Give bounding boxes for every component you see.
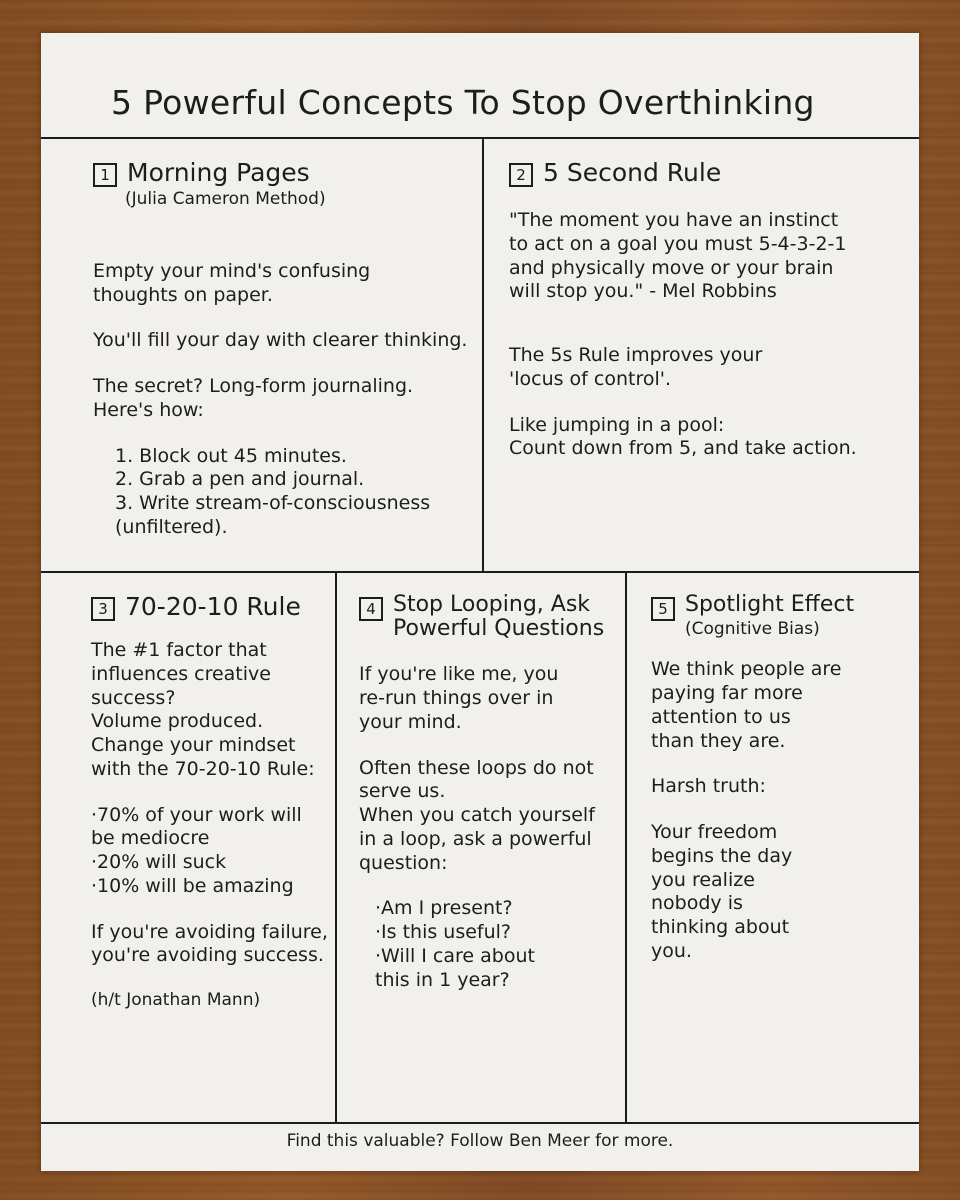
divider-footer <box>41 1122 919 1124</box>
concept-3-header <box>91 593 331 621</box>
divider-top <box>41 137 919 139</box>
step-item: 2. Grab a pen and journal. <box>115 468 365 491</box>
paper-sheet <box>41 33 919 1171</box>
page-title: 5 Powerful Concepts To Stop Overthinking <box>111 83 815 122</box>
concept-2-paragraph: Like jumping in a pool: Count down from 5, and take action. <box>509 413 857 460</box>
divider-vertical-right <box>625 571 627 1124</box>
bullet-item: ·Am I present? <box>375 897 513 920</box>
concept-1-subheading: (Julia Cameron Method) <box>125 188 326 209</box>
concept-5-heading: Spotlight Effect <box>685 592 855 617</box>
concept-2-paragraph: The 5s Rule improves your 'locus of control'. <box>509 344 763 390</box>
concept-3-paragraph: The #1 factor that influences creative success? Volume produced. Change your mindset with the 70-20-10 Rule: <box>91 639 315 780</box>
concept-5-paragraph: We think people are paying far more attention to us than they are. <box>651 658 842 752</box>
bullet-item: ·10% will be amazing <box>91 874 294 897</box>
concept-4-number: 4 <box>359 597 383 621</box>
divider-vertical-left <box>335 571 337 1124</box>
concept-5-paragraph: Harsh truth: <box>651 775 766 798</box>
concept-2-five-second-rule <box>509 159 909 461</box>
concept-4-paragraph: If you're like me, you re-run things over in your mind. <box>359 663 559 733</box>
concept-5-paragraph: Your freedom begins the day you realize nobody is thinking about you. <box>651 821 793 962</box>
concept-1-morning-pages <box>93 159 473 540</box>
concept-1-paragraph: The secret? Long-form journaling. Here's how: <box>93 375 414 421</box>
concept-1-heading: Morning Pages <box>127 158 310 187</box>
concept-3-number: 3 <box>91 597 115 621</box>
concept-4-stop-looping <box>359 593 619 992</box>
step-item: 1. Block out 45 minutes. <box>115 444 347 467</box>
step-item: 3. Write stream-of-consciousness (unfiltered). <box>115 492 431 538</box>
concept-2-heading: 5 Second Rule <box>543 158 722 187</box>
concept-3-70-20-10-rule <box>91 593 331 1011</box>
concept-3-heading: 70-20-10 Rule <box>125 592 301 621</box>
divider-vertical-top <box>482 137 484 573</box>
bullet-item: ·70% of your work will be mediocre <box>91 803 302 850</box>
concept-2-number: 2 <box>509 163 533 187</box>
concept-1-header <box>93 159 473 210</box>
concept-1-paragraph: You'll fill your day with clearer thinking. <box>93 329 468 352</box>
concept-3-credit: (h/t Jonathan Mann) <box>91 990 261 1010</box>
bullet-item: ·Will I care about this in 1 year? <box>375 944 535 991</box>
concept-1-number: 1 <box>93 163 117 187</box>
divider-middle <box>41 571 919 573</box>
concept-2-quote: "The moment you have an instinct to act on a goal you must 5-4-3-2-1 and physically move or your brain will stop you." - Mel Robbins <box>509 209 847 303</box>
bullet-item: ·Is this useful? <box>375 921 512 944</box>
bullet-item: ·20% will suck <box>91 851 227 873</box>
concept-4-paragraph: Often these loops do not serve us. When you catch yourself in a loop, ask a powerful question: <box>359 756 595 874</box>
concept-5-number: 5 <box>651 597 675 621</box>
footer-call-to-action: Find this valuable? Follow Ben Meer for more. <box>286 1131 674 1151</box>
concept-4-bullets <box>375 897 619 992</box>
concept-1-steps <box>115 445 473 540</box>
concept-4-header <box>359 593 619 641</box>
concept-4-heading: Stop Looping, Ask Powerful Questions <box>393 592 605 642</box>
concept-5-spotlight-effect <box>651 593 911 964</box>
concept-2-header <box>509 159 909 187</box>
concept-5-subheading: (Cognitive Bias) <box>685 619 820 640</box>
concept-3-bullets <box>91 804 331 899</box>
concept-1-paragraph: Empty your mind's confusing thoughts on paper. <box>93 259 371 306</box>
concept-3-closing: If you're avoiding failure, you're avoiding success. <box>91 920 328 967</box>
concept-5-header <box>651 593 911 640</box>
